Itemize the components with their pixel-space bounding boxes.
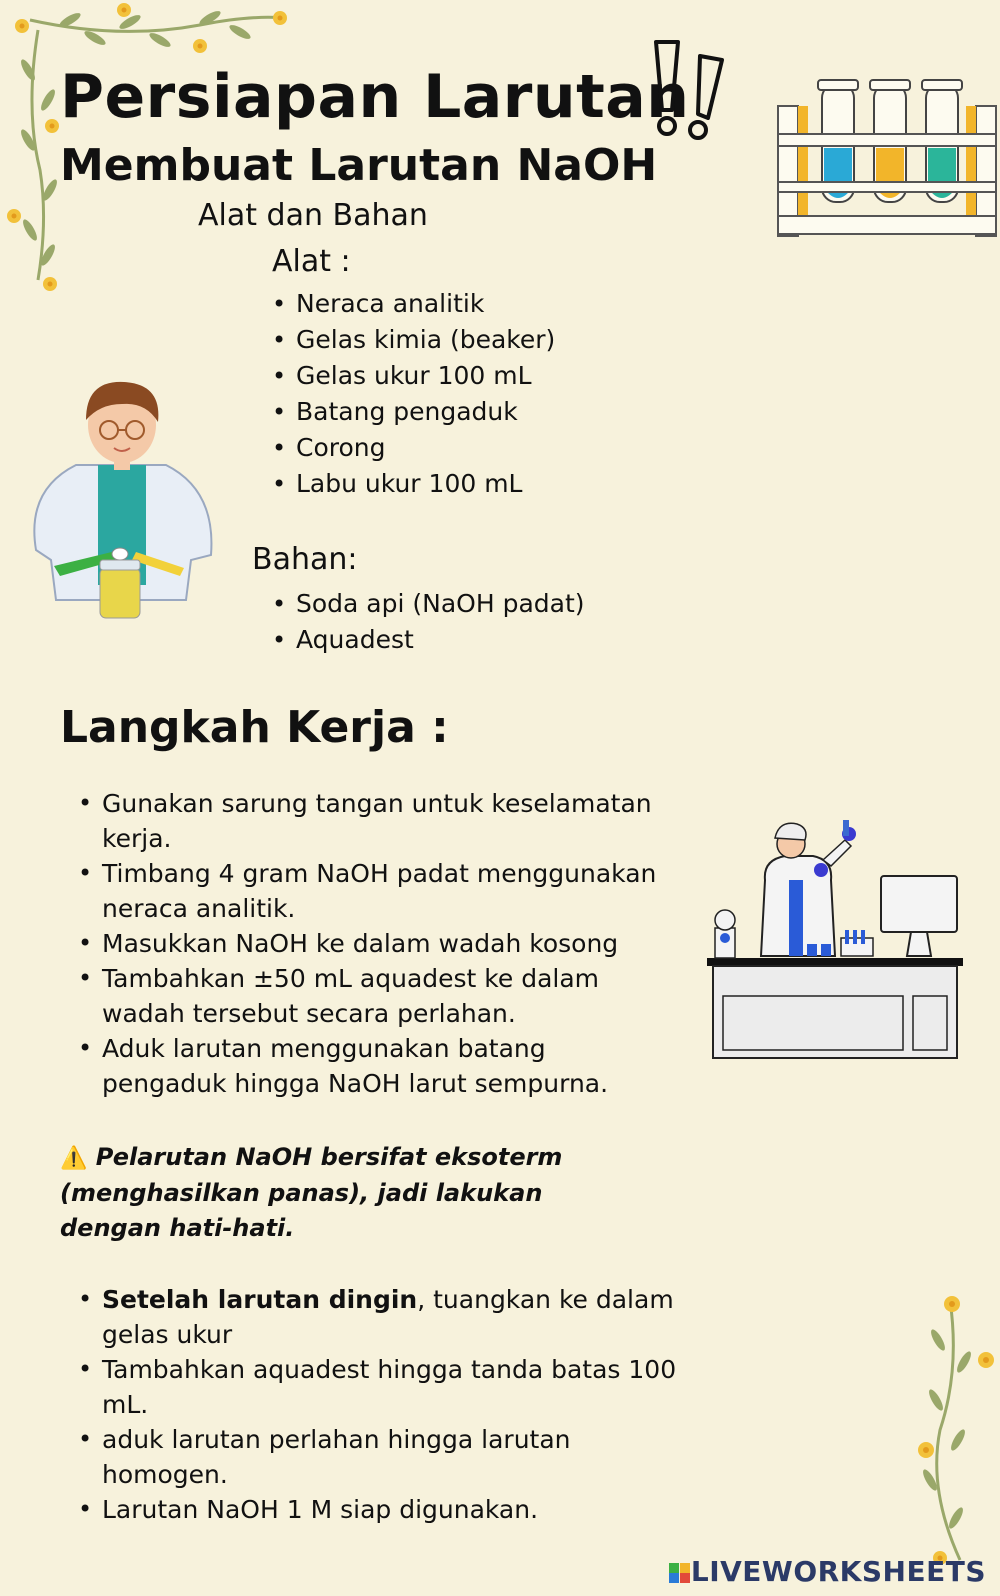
list-item: • Masukkan NaOH ke dalam wadah kosong	[60, 926, 660, 961]
steps-heading: Langkah Kerja :	[60, 702, 449, 753]
warning-note	[60, 1140, 650, 1246]
test-tube-rack-icon	[776, 78, 1000, 238]
warning-icon: ⚠️	[60, 1146, 88, 1171]
steps-list	[60, 786, 660, 1101]
page-subtitle: Membuat Larutan NaOH	[60, 140, 658, 191]
list-item: • Neraca analitik	[272, 286, 555, 322]
brand-name: LIVEWORKSHEETS	[690, 1555, 986, 1588]
list-item: • Tambahkan aquadest hingga tanda batas 100 mL.	[60, 1352, 700, 1422]
floral-vine-bottom-right	[880, 1290, 1000, 1570]
list-item: • Gelas kimia (beaker)	[272, 322, 555, 358]
list-item: • Tambahkan ±50 mL aquadest ke dalam wadah tersebut secara perlahan.	[60, 961, 660, 1031]
alat-label: Alat :	[272, 244, 351, 279]
list-item: • Timbang 4 gram NaOH padat menggunakan neraca analitik.	[60, 856, 660, 926]
list-item: • Corong	[272, 430, 555, 466]
list-item: • Aquadest	[272, 622, 585, 658]
exclamation-icon	[650, 36, 730, 141]
lab-bench-illustration	[705, 820, 965, 1070]
emphasis-text: Setelah larutan dingin	[102, 1285, 418, 1314]
list-item: • Gelas ukur 100 mL	[272, 358, 555, 394]
list-item-text: , tuangkan ke dalam gelas ukur	[102, 1285, 674, 1349]
alat-list	[272, 286, 555, 502]
warning-text: Pelarutan NaOH bersifat eksoterm (menghasilkan panas), jadi lakukan dengan hati-hati.	[60, 1143, 563, 1242]
list-item: • Labu ukur 100 mL	[272, 466, 555, 502]
bahan-list	[272, 586, 585, 658]
page-title: Persiapan Larutan	[60, 62, 690, 132]
bahan-label: Bahan:	[252, 542, 358, 577]
list-item: • aduk larutan perlahan hingga larutan homogen.	[60, 1422, 700, 1492]
section-heading: Alat dan Bahan	[198, 198, 428, 233]
brand-mark-icon	[669, 1563, 691, 1583]
steps-list-2	[60, 1282, 700, 1527]
list-item	[60, 1282, 700, 1352]
scientist-illustration	[16, 370, 226, 630]
list-item: • Larutan NaOH 1 M siap digunakan.	[60, 1492, 700, 1527]
list-item: • Batang pengaduk	[272, 394, 555, 430]
list-item: • Soda api (NaOH padat)	[272, 586, 585, 622]
list-item: • Gunakan sarung tangan untuk keselamatan kerja.	[60, 786, 660, 856]
list-item: • Aduk larutan menggunakan batang pengaduk hingga NaOH larut sempurna.	[60, 1031, 660, 1101]
brand-logo	[669, 1555, 986, 1588]
